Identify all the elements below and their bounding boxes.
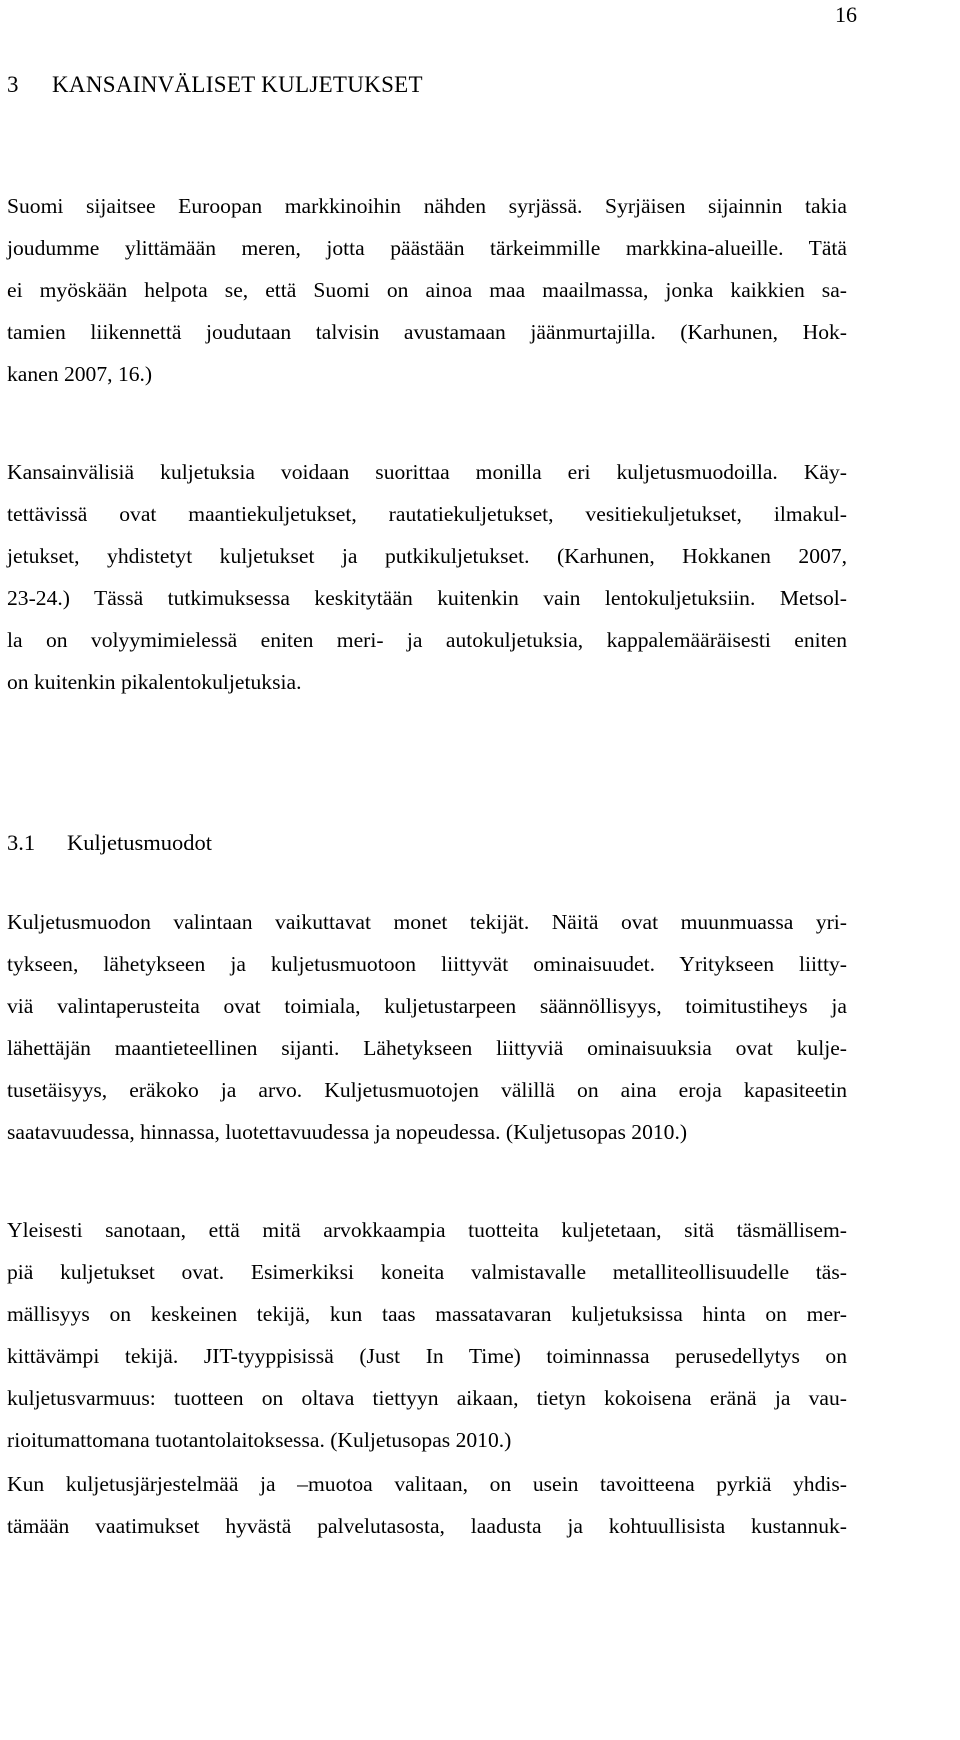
- paragraph-line: piä kuljetukset ovat. Esimerkiksi koneita valmistavalle metalliteollisuudelle täs-: [7, 1260, 847, 1284]
- paragraph-line: tamien liikennettä joudutaan talvisin avustamaan jäänmurtajilla. (Karhunen, Hok-: [7, 320, 847, 344]
- paragraph-line: lähettäjän maantieteellinen sijanti. Lähetykseen liittyviä ominaisuuksia ovat kulje-: [7, 1036, 847, 1060]
- paragraph-line: rioitumattomana tuotantolaitoksessa. (Kuljetusopas 2010.): [7, 1428, 512, 1452]
- section-title: Kuljetusmuodot: [67, 830, 212, 855]
- paragraph-line: kanen 2007, 16.): [7, 362, 153, 386]
- chapter-number: 3: [7, 72, 19, 97]
- paragraph-line: 23-24.) Tässä tutkimuksessa keskitytään kuitenkin vain lentokuljetuksiin. Metsol-: [7, 586, 847, 610]
- paragraph-line: viä valintaperusteita ovat toimiala, kuljetustarpeen säännöllisyys, toimitustiheys ja: [7, 994, 847, 1018]
- paragraph-line: Yleisesti sanotaan, että mitä arvokkaampia tuotteita kuljetetaan, sitä täsmällisem-: [7, 1218, 847, 1242]
- paragraph-line: tettävissä ovat maantiekuljetukset, rautatiekuljetukset, vesitiekuljetukset, ilmakul-: [7, 502, 847, 526]
- paragraph-line: Kuljetusmuodon valintaan vaikuttavat monet tekijät. Näitä ovat muunmuassa yri-: [7, 910, 847, 934]
- paragraph-line: tusetäisyys, eräkoko ja arvo. Kuljetusmuotojen välillä on aina eroja kapasiteetin: [7, 1078, 847, 1102]
- section-heading: [7, 830, 212, 856]
- paragraph-line: la on volyymimielessä eniten meri- ja autokuljetuksia, kappalemääräisesti eniten: [7, 628, 847, 652]
- page-number: 16: [835, 2, 857, 27]
- chapter-heading: [7, 72, 423, 98]
- paragraph-line: kittävämpi tekijä. JIT-tyyppisissä (Just In Time) toiminnassa perusedellytys on: [7, 1344, 847, 1368]
- paragraph-line: saatavuudessa, hinnassa, luotettavuudessa ja nopeudessa. (Kuljetusopas 2010.): [7, 1120, 688, 1144]
- paragraph-line: kuljetusvarmuus: tuotteen on oltava tiettyyn aikaan, tietyn kokoisena eränä ja vau-: [7, 1386, 847, 1410]
- paragraph-line: mällisyys on keskeinen tekijä, kun taas massatavaran kuljetuksissa hinta on mer-: [7, 1302, 847, 1326]
- paragraph-line: jetukset, yhdistetyt kuljetukset ja putkikuljetukset. (Karhunen, Hokkanen 2007,: [7, 544, 847, 568]
- paragraph-line: tykseen, lähetykseen ja kuljetusmuotoon liittyvät ominaisuudet. Yritykseen liitty-: [7, 952, 847, 976]
- paragraph-line: Suomi sijaitsee Euroopan markkinoihin nähden syrjässä. Syrjäisen sijainnin takia: [7, 194, 847, 218]
- paragraph-line: Kansainvälisiä kuljetuksia voidaan suorittaa monilla eri kuljetusmuodoilla. Käy-: [7, 460, 847, 484]
- paragraph-line: joudumme ylittämään meren, jotta päästään tärkeimmille markkina-alueille. Tätä: [7, 236, 847, 260]
- section-number: 3.1: [7, 830, 36, 855]
- paragraph-line: tämään vaatimukset hyvästä palvelutasosta, laadusta ja kohtuullisista kustannuk-: [7, 1514, 847, 1538]
- paragraph-line: on kuitenkin pikalentokuljetuksia.: [7, 670, 302, 694]
- paragraph-line: Kun kuljetusjärjestelmää ja –muotoa valitaan, on usein tavoitteena pyrkiä yhdis-: [7, 1472, 847, 1496]
- paragraph-line: ei myöskään helpota se, että Suomi on ainoa maa maailmassa, jonka kaikkien sa-: [7, 278, 847, 302]
- chapter-title: KANSAINVÄLISET KULJETUKSET: [52, 72, 423, 97]
